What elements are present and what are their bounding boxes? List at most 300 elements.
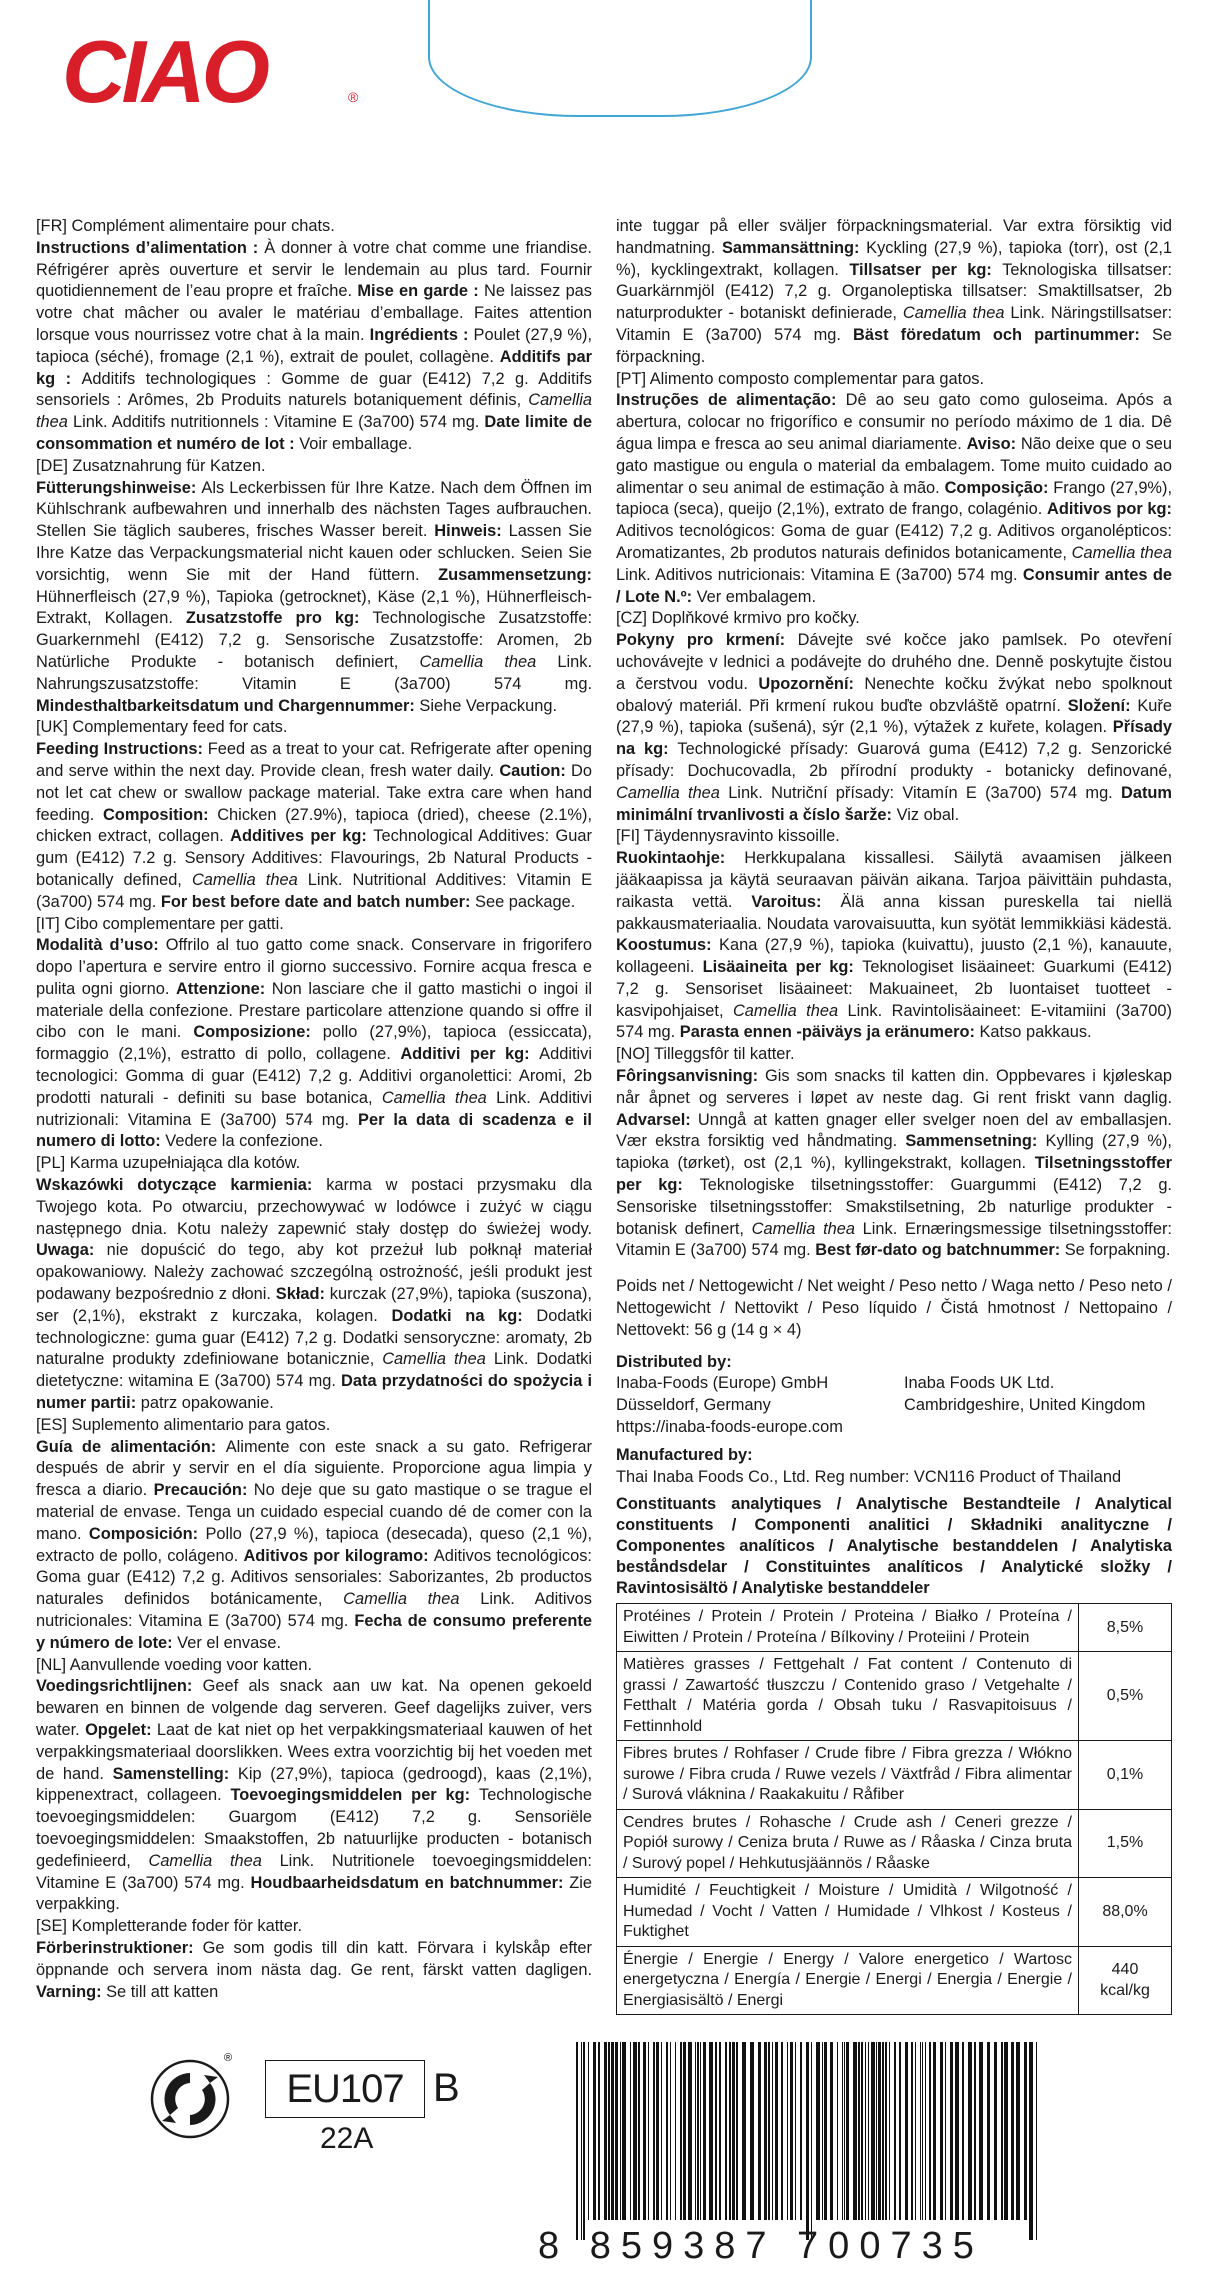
left-column: [36, 216, 592, 2003]
right-section: [616, 216, 1172, 369]
barcode-bar: [697, 2042, 699, 2220]
barcode-bar: [768, 2042, 770, 2220]
registered-mark: ®: [224, 2052, 233, 2064]
analysis-label: Matières grasses / Fettgehalt / Fat content / Contenuto di grassi / Zawartość tłuszczu / Contenido graso / Vetgehalte / Fetthalt / Matéria gorda / Obsah tuku / Rasvapitoisuus / Fettinnhold: [617, 1652, 1079, 1741]
species-name: Camellia thea: [36, 391, 592, 432]
field-label: Složení:: [1067, 696, 1138, 715]
analysis-table: [616, 1603, 1172, 2015]
left-section: [36, 914, 592, 1154]
right-section: [616, 369, 1172, 609]
barcode-bar: [911, 2042, 913, 2220]
field-text: inte tuggar på eller sväljer förpackningsmaterial. Var extra försiktig vid handmatning.: [616, 217, 1172, 257]
barcode-bar: [1036, 2042, 1037, 2240]
barcode-bar: [608, 2042, 610, 2220]
field-label: Consumir antes de / Lote N.º:: [616, 565, 1172, 606]
barcode-bar: [1011, 2042, 1014, 2220]
barcode-bar: [719, 2042, 721, 2220]
field-text: Viz obal.: [896, 805, 960, 824]
section-heading: [PT] Alimento composto complementar para gatos.: [616, 369, 985, 388]
barcode-bar: [945, 2042, 946, 2220]
field-text: Additivi tecnologici: Gomma di guar (E412) 7,2 g. Additivi organolettici: Aromi, 2b prodotti naturali - definiti su base botanica,: [36, 1045, 592, 1107]
field-text: Lassen Sie Ihre Katze das Verpackungsmaterial nicht kauen oder schlucken. Seien Sie vorsichtig, wenn Sie mit der Hand füttern.: [36, 522, 592, 584]
distributor-uk-line: Cambridgeshire, United Kingdom: [904, 1396, 1146, 1415]
distributor-uk-line: Inaba Foods UK Ltd.: [904, 1374, 1055, 1393]
barcode-bar: [858, 2042, 860, 2220]
field-label: Zusatzstoffe pro kg:: [185, 609, 373, 628]
field-text: Pollo (27,9 %), tapioca (desecada), queso (2,1 %), extracto de pollo, colágeno.: [36, 1524, 592, 1565]
field-label: Hinweis:: [434, 522, 509, 541]
analysis-row: [617, 1946, 1172, 2015]
barcode-bar: [795, 2042, 796, 2220]
barcode-bar: [865, 2042, 866, 2220]
barcode-bar: [742, 2042, 746, 2220]
barcode-bar: [876, 2042, 877, 2220]
manufacturer: Thai Inaba Foods Co., Ltd. Reg number: VCN116 Product of Thailand: [616, 1467, 1122, 1486]
field-label: Aditivos por kilogramo:: [243, 1546, 434, 1565]
field-text: Herkkupalana kissallesi. Säilytä avaamisen jälkeen jääkaapissa ja käytä seuraavan päivän aikana. Tarjoa päivittäin puhdasta, raikasta vettä.: [616, 849, 1172, 911]
species-name: Camellia thea: [1071, 543, 1173, 562]
barcode-bar: [775, 2042, 778, 2220]
field-label: Additivi per kg:: [400, 1045, 540, 1064]
barcode-bar: [824, 2042, 827, 2220]
barcode-bar: [611, 2042, 614, 2220]
field-label: Ingrédients :: [369, 325, 474, 344]
field-label: Composizione:: [193, 1023, 323, 1042]
barcode-bar: [830, 2042, 833, 2220]
field-text: Dávejte své kočce jako pamlsek. Po otevření uchovávejte v lednici a podávejte do druhého dne. Denně poskytujte čistou a čerstvou vodu.: [616, 631, 1172, 693]
barcode-bar: [588, 2042, 589, 2220]
field-label: Mindesthaltbarkeitsdatum und Chargennummer:: [36, 696, 420, 715]
barcode-bar: [680, 2042, 682, 2220]
registered-mark: ®: [348, 89, 359, 105]
barcode-bar: [593, 2042, 596, 2220]
distributed-label: Distributed by:: [616, 1352, 732, 1371]
analysis-value: 0,1%: [1079, 1741, 1172, 1810]
label-outline: [428, 0, 812, 117]
field-label: Toevoegingsmiddelen per kg:: [230, 1786, 479, 1805]
barcode-bar: [638, 2042, 640, 2220]
analysis-value: 88,0%: [1079, 1878, 1172, 1947]
section-heading: [NO] Tilleggsfôr til katter.: [616, 1045, 795, 1064]
field-text: Als Leckerbissen für Ihre Katze. Nach dem Öffnen im Kühlschrank aufbewahren und innerhalb des nächsten Tages aufbrauchen. Stellen Sie täglich sauberes, frisches Wasser bereit.: [36, 478, 592, 541]
section-heading: [NL] Aanvullende voeding voor katten.: [36, 1655, 313, 1674]
field-text: Teknologiska tillsatser: Guarkärnmjöl (E412) 7,2 g. Organoleptiska tillsatser: Smaktillsatser, 2b naturprodukter - botaniskt definierade,: [616, 260, 1172, 323]
field-text: Ne laissez pas votre chat mâcher ou avaler le matériau d’emballage. Faites attention lorsque vous nourrissez votre chat à la main.: [36, 282, 592, 344]
distributor-eu-url: https://inaba-foods-europe.com: [616, 1418, 843, 1437]
field-label: Sammansättning:: [721, 238, 867, 257]
left-section: [36, 216, 592, 456]
barcode-bar: [622, 2042, 626, 2220]
manufactured-label: Manufactured by:: [616, 1445, 753, 1464]
species-name: Camellia thea: [902, 304, 1011, 323]
barcode-bar: [905, 2042, 908, 2220]
barcode-bar: [853, 2042, 857, 2220]
field-text: Ge som godis till din katt. Förvara i kylskåp efter öppnande och servera inom nästa dag. Ge rent, färskt vatten dagligen.: [36, 1938, 592, 1979]
field-label: Houdbaarheidsdatum en batchnummer:: [250, 1873, 570, 1892]
field-text: Älä anna kissan pureskella tai niellä pakkausmateriaalia. Noudata varovaisuutta, kun syötät lemmikkiäsi kädestä.: [616, 892, 1173, 933]
barcode-bar: [656, 2042, 659, 2220]
barcode-bar: [871, 2042, 875, 2220]
field-text: Unngå at katten gnager eller svelger noen del av emballasjen. Vær ekstra forsiktig ved håndmating.: [616, 1110, 1172, 1151]
field-label: Additifs par kg :: [36, 347, 593, 388]
barcode-bar: [709, 2042, 713, 2220]
net-weight: Poids net / Nettogewicht / Net weight / Peso netto / Waga netto / Peso neto / Nettogewicht / Nettovikt / Peso líquido / Čistá hmotnost / Nettopaino / Nettovekt: 56 g (14 g × 4): [616, 1277, 1172, 1339]
barcode-bar: [643, 2042, 646, 2220]
field-text: Ver el envase.: [177, 1633, 282, 1652]
barcode-bar: [878, 2042, 881, 2220]
field-text: Alimente con este snack a su gato. Refrigerar después de abrir y servir en el día siguiente. Proporcione agua limpia y fresca a diario.: [36, 1437, 593, 1500]
field-label: Pokyny pro krmení:: [616, 631, 798, 650]
field-label: Wskazówki dotyczące karmienia:: [36, 1176, 327, 1195]
field-label: Tilsetningsstoffer per kg:: [616, 1154, 1172, 1195]
barcode-bar: [633, 2042, 637, 2220]
field-text: Teknologiset lisäaineet: Guarkumi (E412) 7,2 g. Sensoriset lisäaineet: Makuaineet, 2b luontaiset tuotteet - kasvipohjaiset,: [616, 958, 1173, 1020]
barcode-bar: [653, 2042, 655, 2220]
field-label: Modalità d’uso:: [36, 936, 166, 955]
field-label: Aviso:: [966, 434, 1021, 453]
field-text: Link. Dodatki dietetyczne: witamina E (3a700) 574 mg.: [36, 1350, 592, 1391]
field-label: For best before date and batch number:: [160, 892, 476, 911]
field-text: nie dopuścić do tego, aby kot przeżuł lub połknął materiał opakowaniowy. Należy zachować szczególną ostrożność, jeśli produkt jest podawany bezpośrednio z dłoni.: [36, 1241, 592, 1304]
field-text: Geef als snack aan uw kat. Na openen gekoeld bewaren en binnen de volgende dag serveren. Geef dagelijks zuiver, vers water.: [36, 1677, 593, 1739]
field-text: Link. Nutriční přísady: Vitamín E (3a700) 574 mg.: [728, 783, 1121, 802]
field-text: Technologische toevoegingsmiddelen: Guargom (E412) 7,2 g. Sensoriële toevoegingsmiddelen: Smaakstoffen, 2b natuurlijke producten - botanisch gedefinieerd,: [36, 1786, 592, 1870]
species-name: Camellia thea: [382, 1350, 494, 1369]
field-text: Link. Aditivos nutricionales: Vitamina E (3a700) 574 mg.: [36, 1590, 592, 1630]
field-text: Technologische Zusatzstoffe: Guarkernmehl (E412) 7,2 g. Sensorische Zusatzstoffe: Aromen, 2b Natürliche Produkte - botanisch definiert,: [36, 609, 592, 671]
left-section: [36, 1916, 592, 2003]
section-heading: [IT] Cibo complementare per gatti.: [36, 914, 284, 933]
barcode-bar: [576, 2042, 578, 2240]
analysis-label: Protéines / Protein / Protein / Proteina / Białko / Proteína / Eiwitten / Protein / Proteína / Bílkoviny / Proteiini / Protein: [617, 1604, 1079, 1652]
field-label: Zusammensetzung:: [438, 565, 592, 584]
field-label: Instructions d’alimentation :: [36, 238, 265, 257]
field-text: Zie verpakking.: [36, 1873, 593, 1914]
field-text: Link. Nutritional Additives: Vitamin E (3a700) 574 mg.: [36, 870, 592, 911]
barcode-bar: [1001, 2042, 1003, 2220]
field-text: Link. Additivi nutrizionali: Vitamina E (3a700) 574 mg.: [36, 1088, 592, 1129]
field-text: Link. Additifs nutritionnels : Vitamine E (3a700) 574 mg.: [72, 413, 485, 432]
field-label: Advarsel:: [616, 1110, 698, 1129]
section-heading: [ES] Suplemento alimentario para gatos.: [36, 1415, 331, 1434]
field-label: Instruções de alimentação:: [616, 391, 846, 410]
barcode-bar: [955, 2042, 959, 2220]
field-text: À donner à votre chat comme une friandise. Réfrigérer après ouverture et servir le lendemain au plus tard. Fournir quotidiennement de l’eau propre et fraîche.: [36, 238, 592, 301]
species-name: Camellia thea: [343, 1590, 481, 1609]
barcode-bar: [781, 2042, 783, 2220]
barcode-bar: [987, 2042, 990, 2220]
field-label: Aditivos por kg:: [1047, 500, 1172, 519]
eu-code-box: EU107: [265, 2060, 425, 2118]
brand-name: CIAO: [62, 28, 266, 112]
field-label: Composição:: [944, 478, 1054, 497]
field-text: Technologické přísady: Guarová guma (E412) 7,2 g. Senzorické přísady: Dochucovadla, 2b přírodní produkty - botanicky definované,: [616, 740, 1172, 780]
barcode-bar: [899, 2042, 901, 2220]
barcode-bar: [1029, 2042, 1033, 2240]
barcode-bar: [806, 2042, 809, 2240]
left-section: [36, 717, 592, 913]
analysis-label: Fibres brutes / Rohfaser / Crude fibre / Fibra grezza / Włókno surowe / Fibra cruda / Ruwe vezels / Växtfråd / Fibra alimentar / Surová vláknina / Raakakuitu / Råfiber: [617, 1741, 1079, 1810]
field-label: Samenstelling:: [112, 1764, 238, 1783]
field-text: patrz opakowanie.: [140, 1394, 274, 1413]
field-label: Data przydatności do spożycia i numer partii:: [36, 1372, 592, 1413]
right-sections: [616, 216, 1172, 1262]
barcode-bar: [950, 2042, 953, 2220]
field-text: Dê ao seu gato como guloseima. Após a abertura, colocar no frigorífico e consumir no período máximo de 1 dia. Dê água limpa e fresca ao seu animal diariamente.: [616, 391, 1172, 453]
barcode-bar: [861, 2042, 863, 2220]
barcode-bar: [929, 2042, 931, 2220]
barcode-bar: [979, 2042, 983, 2220]
field-label: Tillsatser per kg:: [849, 260, 1003, 279]
field-text: Voir emballage.: [299, 434, 413, 453]
barcode-bar: [620, 2042, 621, 2220]
field-text: Laat de kat niet op het verpakkingsmateriaal kauwen of het verpakkingsmateriaal doorslikken. Wees extra voorzichtig bij het voeden met de hand.: [36, 1720, 592, 1783]
barcode-bar: [670, 2042, 671, 2220]
barcode-bar: [1016, 2042, 1020, 2220]
right-column: [616, 216, 1172, 2015]
field-label: Attenzione:: [175, 979, 272, 998]
field-text: Link. Ravintolisäaineet: E-vitamiini (3a700) 574 mg.: [616, 1001, 1172, 1042]
field-label: Voedingsrichtlijnen:: [36, 1677, 203, 1696]
distributors: [616, 1373, 1172, 1438]
field-text: Ver embalagem.: [696, 587, 817, 606]
analysis-row: [617, 1604, 1172, 1652]
field-label: Sammensetning:: [905, 1132, 1046, 1151]
field-label: Mise en garde :: [357, 282, 484, 301]
field-text: Aditivos tecnológicos: Goma guar (E412) 7,2 g. Aditivos sensoriales: Saborizantes, 2b productos naturales definidos botánicamente,: [36, 1546, 592, 1609]
barcode-bar: [648, 2042, 649, 2220]
analysis-label: Humidité / Feuchtigkeit / Moisture / Umidità / Wilgotność / Humedad / Vocht / Vatten / Humidade / Vlhkost / Kosteus / Fuktighet: [617, 1878, 1079, 1947]
field-text: Katso pakkaus.: [979, 1023, 1092, 1042]
green-dot-recycle-icon: [140, 2045, 240, 2145]
field-text: Link. Nahrungszusatzstoffe: Vitamin E (3a700) 574 mg.: [36, 652, 592, 693]
left-section: [36, 456, 592, 718]
barcode-bar: [940, 2042, 943, 2220]
analysis-label: Cendres brutes / Rohasche / Crude ash / Ceneri grezze / Popiół surowy / Ceniza bruta / Ruwe as / Råaska / Cinza bruta / Surový popel / Hehkutusjäännös / Råaske: [617, 1809, 1079, 1878]
field-label: Precaución:: [153, 1481, 254, 1500]
species-name: Camellia thea: [148, 1851, 280, 1870]
field-text: kurczak (27,9%), tapioka (suszona), ser (2,1%), ekstrakt z kurczaka, kolagen.: [36, 1285, 592, 1325]
section-heading: [FR] Complément alimentaire pour chats.: [36, 217, 335, 235]
field-label: Ruokintaohje:: [616, 849, 745, 868]
field-label: Varoitus:: [751, 892, 841, 911]
field-text: Se forpakning.: [1064, 1241, 1171, 1260]
field-label: Uwaga:: [36, 1241, 107, 1260]
field-label: Date limite de consommation et numéro de lot :: [36, 413, 592, 453]
field-text: Offrilo al tuo gatto come snack. Conservare in frigorifero dopo l’apertura e servire entro il giorno successivo. Fornire acqua fresca e pulita ogni giorno.: [36, 936, 592, 998]
barcode-bar: [695, 2042, 696, 2220]
right-section: [616, 826, 1172, 1044]
barcode-bar: [630, 2042, 631, 2220]
field-text: Non lasciare che il gatto mastichi o ingoi il materiale della confezione. Prestare particolare attenzione quando si offre il cibo con le mani.: [36, 979, 592, 1042]
left-section: [36, 1153, 592, 1415]
barcode-bar: [772, 2042, 773, 2220]
barcode-bar: [661, 2042, 662, 2220]
barcode-bar: [816, 2042, 820, 2220]
analysis-row: [617, 1809, 1172, 1878]
species-name: Camellia thea: [191, 870, 308, 889]
field-label: Guía de alimentación:: [36, 1437, 226, 1456]
field-text: Se förpackning.: [616, 325, 1172, 366]
field-text: Chicken (27.9%), tapioca (dried), cheese (2.1%), chicken extract, collagen.: [36, 805, 592, 846]
barcode-bar: [598, 2042, 600, 2220]
field-label: Koostumus:: [616, 936, 720, 955]
field-text: No deje que su gato mastique o se trague el material de envase. Tenga un cuidado especial cuando dé de comer con la mano.: [36, 1481, 592, 1543]
field-label: Per la data di scadenza e il numero di lotto:: [36, 1110, 592, 1151]
barcode-bar: [846, 2042, 849, 2220]
analysis-title: Constituants analytiques / Analytische Bestandteile / Analytical constituents / Componenti analitici / Składniki analityczne / Componentes analíticos / Analytische bestanddelen / Analytiska beståndsdelar / Constituintes analíticos / Analytické složky / Ravintosisältö / Analytiske bestanddeler: [616, 1495, 1172, 1598]
barcode-bar: [715, 2042, 717, 2220]
field-label: Skład:: [275, 1285, 330, 1304]
barcode-bar: [725, 2042, 727, 2220]
field-text: Kip (27,9%), tapioca (gedroogd), kaas (2,1%), kippenextract, collageen.: [36, 1764, 593, 1805]
species-name: Camellia thea: [751, 1219, 863, 1238]
species-name: Camellia thea: [381, 1088, 497, 1107]
field-text: Feed as a treat to your cat. Refrigerate after opening and serve within the next day. Provide clean, fresh water daily.: [36, 740, 592, 780]
field-text: Kuře (27,9 %), tapioka (sušená), sýr (2,1 %), výtažek z kuřete, kolagen.: [616, 696, 1172, 737]
barcode-bar: [787, 2042, 788, 2220]
section-heading: [PL] Karma uzupełniająca dla kotów.: [36, 1154, 301, 1173]
field-text: Se till att katten: [106, 1982, 219, 2001]
field-text: Teknologiske tilsetningsstoffer: Guargummi (E412) 7,2 g. Sensoriske tilsetningsstoffer: Smakstilsetning, 2b naturlige produkter - botanisk definert,: [616, 1176, 1172, 1238]
field-label: Varning:: [36, 1982, 107, 2001]
field-label: Parasta ennen -päiväys ja eränumero:: [679, 1023, 980, 1042]
field-text: Dodatki technologiczne: guma guar (E412) 7,2 g. Dodatki sensoryczne: aromaty, 2b naturalne produkty zdefiniowane botanicznie,: [36, 1306, 592, 1369]
field-label: Lisäaineita per kg:: [702, 958, 863, 977]
field-text: Poulet (27,9 %), tapioca (séché), fromage (2,1 %), extrait de poulet, collagène.: [36, 325, 593, 366]
barcode-bar: [736, 2042, 738, 2220]
analysis-value: 0,5%: [1079, 1652, 1172, 1741]
field-label: Fütterungshinweise:: [36, 478, 202, 497]
barcode-bar: [915, 2042, 916, 2220]
barcode-bar: [922, 2042, 923, 2220]
analysis-row: [617, 1878, 1172, 1947]
barcode-bar: [837, 2042, 838, 2220]
field-label: Fôringsanvisning:: [616, 1067, 765, 1086]
field-text: Kyckling (27,9 %), tapioka (torr), ost (2,1 %), kycklingextrakt, kollagen.: [616, 238, 1173, 279]
field-label: Dodatki na kg:: [391, 1306, 537, 1325]
field-label: Fecha de consumo preferente y número de lote:: [36, 1612, 592, 1652]
barcode-bar: [974, 2042, 976, 2220]
analysis-value: 1,5%: [1079, 1809, 1172, 1878]
field-text: Link. Nutritionele toevoegingsmiddelen: Vitamine E (3a700) 574 mg.: [36, 1851, 592, 1892]
field-text: pollo (27,9%), tapioca (essiccata), formaggio (2,1%), estratto di pollo, collagene.: [36, 1023, 592, 1064]
barcode-bar: [683, 2042, 686, 2220]
analysis-row: [617, 1741, 1172, 1810]
barcode-bar: [732, 2042, 735, 2220]
field-text: Não deixe que o seu gato mastigue ou engula o material da embalagem. Tome muito cuidado ao alimentar o seu animal de estimação à mão.: [616, 434, 1172, 497]
barcode-bar: [1024, 2042, 1027, 2220]
barcode-bar: [842, 2042, 843, 2220]
right-section: [616, 608, 1172, 826]
barcode-bar: [844, 2042, 845, 2220]
left-section: [36, 1655, 592, 1917]
field-text: Aditivos tecnológicos: Goma de guar (E412) 7,2 g. Aditivos organolépticos: Aromatizantes, 2b produtos naturais definidos botanicamente,: [616, 522, 1172, 562]
barcode-bar: [750, 2042, 754, 2220]
barcode-bar: [790, 2042, 793, 2220]
barcode-bar: [800, 2042, 802, 2220]
eu-code-sub: 22A: [320, 2122, 374, 2155]
species-name: Camellia thea: [732, 1001, 848, 1020]
barcode-bar: [822, 2042, 823, 2220]
field-label: Best før-dato og batchnummer:: [815, 1241, 1065, 1260]
barcode-bar: [581, 2042, 582, 2240]
barcode-bar: [894, 2042, 896, 2220]
barcode-bar: [729, 2042, 731, 2220]
barcode-bar: [666, 2042, 668, 2220]
field-label: Opgelet:: [85, 1720, 157, 1739]
barcode-bar: [688, 2042, 692, 2220]
species-name: Camellia thea: [419, 652, 558, 671]
field-text: Gis som snacks til katten din. Oppbevares i kjøleskap når åpnet og serveres i løpet av neste dag. Gi rent friskt vann daglig.: [616, 1067, 1172, 1107]
barcode-bar: [604, 2042, 607, 2220]
barcode-bar: [703, 2042, 706, 2220]
barcode-icon: [572, 2042, 1042, 2240]
field-label: Přísady na kg:: [616, 718, 1172, 759]
barcode-digits: 8 859387 700735: [538, 2225, 984, 2267]
section-heading: [CZ] Doplňkové krmivo pro kočky.: [616, 609, 860, 628]
barcode-bar: [700, 2042, 701, 2220]
field-label: Datum minimální trvanlivosti a číslo šarže:: [616, 783, 1172, 824]
barcode-bar: [868, 2042, 869, 2220]
field-label: Additives per kg:: [230, 827, 374, 846]
field-text: Additifs technologiques : Gomme de guar (E412) 7,2 g. Additifs sensoriels : Arômes, 2b Produits naturels botaniquement définis,: [36, 369, 592, 410]
field-text: Link. Ernæringsmessige tilsetningsstoffer: Vitamin E (3a700) 574 mg.: [616, 1219, 1172, 1260]
barcode-bar: [962, 2042, 964, 2220]
analysis-row: [617, 1652, 1172, 1741]
field-label: Feeding Instructions:: [36, 740, 208, 759]
field-text: Technological Additives: Guar gum (E412) 7.2 g. Sensory Additives: Flavourings, 2b Natural Products - botanically defined,: [36, 827, 592, 889]
section-heading: [UK] Complementary feed for cats.: [36, 718, 288, 737]
field-text: Link. Aditivos nutricionais: Vitamina E (3a700) 574 mg.: [616, 565, 1023, 584]
eu-code-letter: B: [433, 2066, 460, 2110]
field-text: See package.: [475, 892, 576, 911]
field-text: Siehe Verpackung.: [419, 696, 558, 715]
field-text: Link. Näringstillsatser: Vitamin E (3a700) 574 mg.: [616, 304, 1172, 344]
right-section: [616, 1044, 1172, 1262]
field-text: Nenechte kočku žvýkat nebo spolknout obalový materiál. Při krmení rukou buďte obzvláště opatrní.: [616, 674, 1173, 715]
field-text: Frango (27,9%), tapioca (seca), queijo (2,1%), extrato de frango, colagénio.: [616, 478, 1173, 519]
field-label: Composición:: [88, 1524, 206, 1543]
barcode-bar: [933, 2042, 936, 2220]
analysis-value: 8,5%: [1079, 1604, 1172, 1652]
barcode-bar: [758, 2042, 761, 2220]
species-name: Camellia thea: [616, 783, 729, 802]
barcode-bar: [968, 2042, 972, 2220]
barcode-bar: [675, 2042, 676, 2220]
barcode-bar: [994, 2042, 997, 2220]
left-section: [36, 1415, 592, 1655]
product-info: [616, 1276, 1172, 2015]
barcode-bar: [925, 2042, 926, 2220]
field-text: karma w postaci przysmaku dla Twojego kota. Po otwarciu, przechowywać w lodówce i zużyć w ciągu następnego dnia. Kotu należy zapewnić stały dostęp do świeżej wody.: [36, 1176, 592, 1238]
field-label: Bäst föredatum och partinummer:: [853, 325, 1152, 344]
barcode-bar: [1004, 2042, 1008, 2220]
section-heading: [FI] Täydennysravinto kissoille.: [616, 827, 840, 846]
field-text: Kylling (27,9 %), tapioka (tørket), ost (2,1 %), kyllingekstrakt, kollagen.: [616, 1132, 1172, 1173]
distributor-uk: [904, 1373, 1172, 1438]
distributor-eu: [616, 1373, 884, 1438]
distributor-eu-line: Düsseldorf, Germany: [616, 1396, 771, 1415]
field-text: Do not let cat chew or swallow package material. Take extra care when hand feeding.: [36, 761, 592, 824]
field-label: Composition:: [102, 805, 218, 824]
section-heading: [SE] Kompletterande foder för katter.: [36, 1917, 303, 1936]
ciao-logo: [62, 28, 362, 112]
barcode-bar: [764, 2042, 767, 2220]
field-label: Förberinstruktioner:: [36, 1938, 203, 1957]
field-text: Vedere la confezione.: [165, 1132, 323, 1151]
barcode-bar: [885, 2042, 887, 2220]
